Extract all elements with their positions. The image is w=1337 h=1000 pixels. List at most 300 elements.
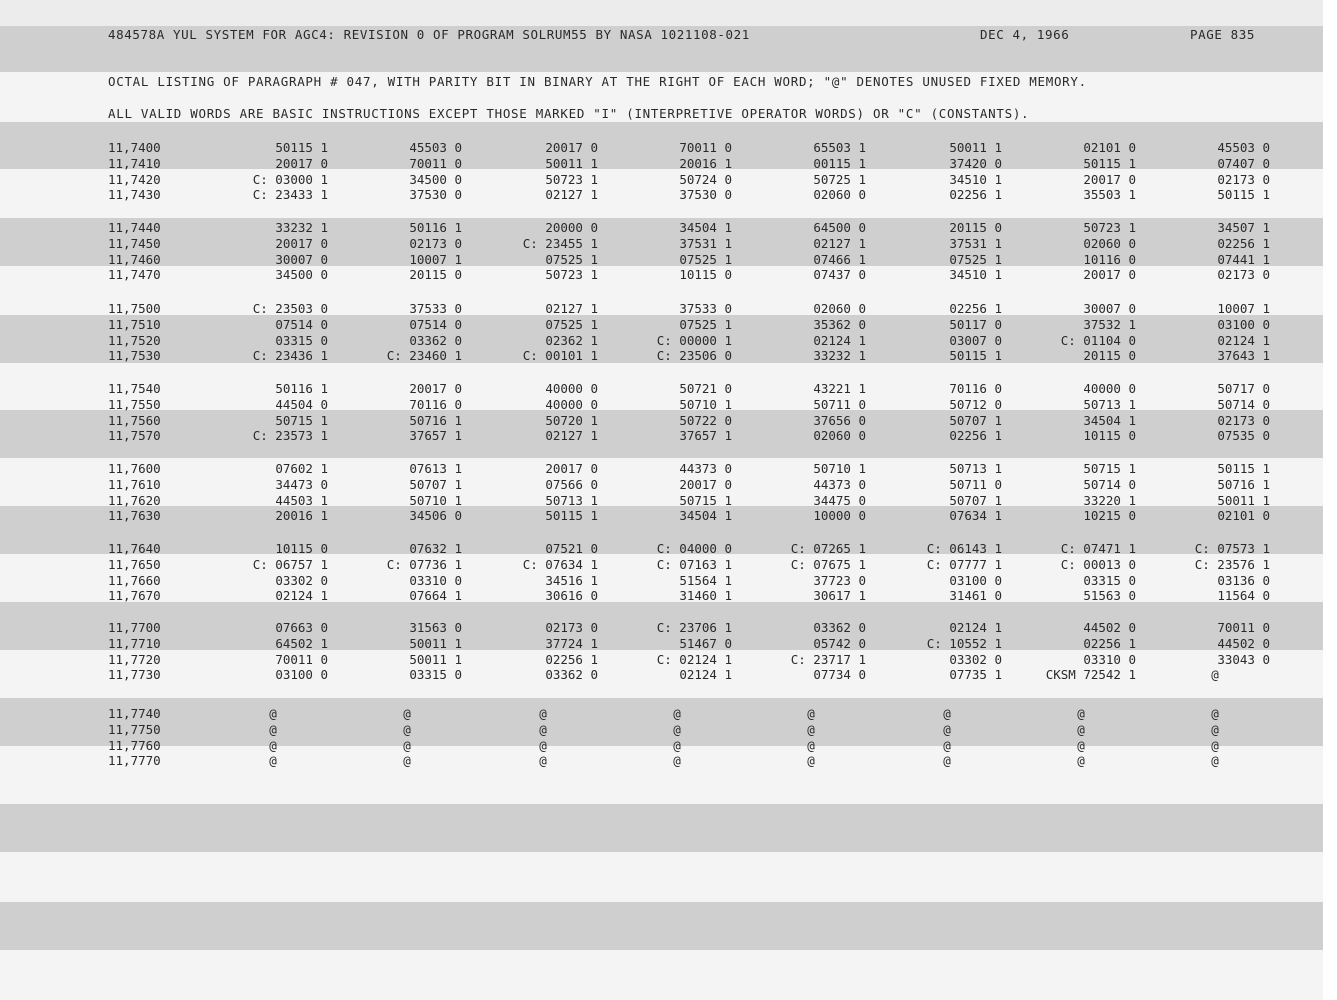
octal-word: 50711 0 bbox=[813, 396, 866, 412]
octal-word: 50724 0 bbox=[679, 171, 732, 187]
octal-word: 50713 1 bbox=[1083, 396, 1136, 412]
octal-word: 37420 0 bbox=[949, 155, 1002, 171]
octal-word: 10000 0 bbox=[813, 508, 866, 524]
octal-word: 03302 0 bbox=[949, 651, 1002, 667]
octal-word: 03362 0 bbox=[545, 667, 598, 683]
octal-word: 05742 0 bbox=[813, 635, 866, 651]
listing-row bbox=[0, 722, 1300, 738]
unused-word-marker: @ bbox=[943, 737, 951, 753]
octal-word: 44373 0 bbox=[813, 476, 866, 492]
memory-address: 11,7410 bbox=[108, 155, 161, 171]
octal-word: 07634 1 bbox=[949, 508, 1002, 524]
listing-row bbox=[0, 557, 1300, 573]
octal-word: 03310 0 bbox=[409, 572, 462, 588]
octal-word: 02173 0 bbox=[545, 620, 598, 635]
octal-word: 07566 0 bbox=[545, 476, 598, 492]
octal-word: 07441 1 bbox=[1217, 251, 1270, 267]
paper-band bbox=[0, 804, 1337, 852]
octal-word: 34510 1 bbox=[949, 267, 1002, 283]
octal-word: C: 23573 1 bbox=[252, 428, 328, 444]
octal-word: 37656 0 bbox=[813, 412, 866, 428]
octal-word: 03100 0 bbox=[1217, 316, 1270, 332]
octal-word: 33220 1 bbox=[1083, 492, 1136, 508]
listing-header-date: DEC 4, 1966 bbox=[980, 27, 1070, 42]
octal-word: 70011 0 bbox=[409, 155, 462, 171]
octal-word: C: 07777 1 bbox=[926, 556, 1002, 572]
listing-row bbox=[0, 620, 1300, 636]
listing-row bbox=[0, 172, 1300, 188]
listing-row bbox=[0, 317, 1300, 333]
memory-address: 11,7400 bbox=[108, 140, 161, 155]
unused-word-marker: @ bbox=[539, 753, 547, 769]
octal-word: 03136 0 bbox=[1217, 572, 1270, 588]
octal-word: 50707 1 bbox=[409, 476, 462, 492]
octal-word: 11564 0 bbox=[1217, 588, 1270, 604]
octal-word: 20115 0 bbox=[949, 220, 1002, 235]
octal-word: 07466 1 bbox=[813, 251, 866, 267]
octal-word: 37530 0 bbox=[409, 187, 462, 203]
octal-word: C: 07163 1 bbox=[656, 556, 732, 572]
unused-word-marker: @ bbox=[673, 753, 681, 769]
octal-word: 20115 0 bbox=[409, 267, 462, 283]
octal-word: 37531 1 bbox=[949, 235, 1002, 251]
octal-word: 43221 1 bbox=[813, 381, 866, 396]
octal-word: 70116 0 bbox=[409, 396, 462, 412]
listing-row bbox=[0, 156, 1300, 172]
octal-word: C: 07265 1 bbox=[790, 541, 866, 556]
listing-row bbox=[0, 753, 1300, 769]
octal-word: 02124 1 bbox=[679, 667, 732, 683]
octal-word: C: 06143 1 bbox=[926, 541, 1002, 556]
octal-word: 50710 1 bbox=[813, 461, 866, 476]
octal-word: 34506 0 bbox=[409, 508, 462, 524]
listing-row bbox=[0, 236, 1300, 252]
memory-address: 11,7630 bbox=[108, 508, 161, 524]
listing-row bbox=[0, 267, 1300, 283]
octal-word: 44503 1 bbox=[275, 492, 328, 508]
octal-word: 50115 1 bbox=[545, 508, 598, 524]
octal-word: 03315 0 bbox=[409, 667, 462, 683]
memory-address: 11,7600 bbox=[108, 461, 161, 476]
listing-row bbox=[0, 588, 1300, 604]
octal-word: 03100 0 bbox=[275, 667, 328, 683]
octal-word: C: 10552 1 bbox=[926, 635, 1002, 651]
unused-word-marker: @ bbox=[1211, 667, 1219, 683]
octal-word: C: 23706 1 bbox=[656, 620, 732, 635]
octal-word: 50716 1 bbox=[409, 412, 462, 428]
octal-word: C: 00013 0 bbox=[1060, 556, 1136, 572]
unused-word-marker: @ bbox=[943, 721, 951, 737]
octal-word: 20017 0 bbox=[545, 140, 598, 155]
octal-word: 20017 0 bbox=[1083, 267, 1136, 283]
unused-word-marker: @ bbox=[269, 753, 277, 769]
unused-word-marker: @ bbox=[943, 706, 951, 721]
octal-word: 51563 0 bbox=[1083, 588, 1136, 604]
listing-row bbox=[0, 220, 1300, 236]
octal-word: 07602 1 bbox=[275, 461, 328, 476]
listing-row bbox=[0, 140, 1300, 156]
unused-word-marker: @ bbox=[269, 706, 277, 721]
octal-word: 02173 0 bbox=[409, 235, 462, 251]
octal-word: 07613 1 bbox=[409, 461, 462, 476]
memory-address: 11,7460 bbox=[108, 251, 161, 267]
memory-address: 11,7540 bbox=[108, 381, 161, 396]
listing-row bbox=[0, 706, 1300, 722]
octal-word: 50713 1 bbox=[949, 461, 1002, 476]
octal-word: 02060 0 bbox=[813, 187, 866, 203]
octal-word: 07525 1 bbox=[545, 251, 598, 267]
octal-word: 50716 1 bbox=[1217, 476, 1270, 492]
octal-word: 70116 0 bbox=[949, 381, 1002, 396]
octal-word: 50011 1 bbox=[409, 635, 462, 651]
octal-word: 50723 1 bbox=[545, 267, 598, 283]
octal-word: 51467 0 bbox=[679, 635, 732, 651]
octal-word: 44502 0 bbox=[1217, 635, 1270, 651]
octal-word: 03315 0 bbox=[1083, 572, 1136, 588]
octal-word: 45503 0 bbox=[1217, 140, 1270, 155]
octal-word: 02256 1 bbox=[545, 651, 598, 667]
octal-word: 20017 0 bbox=[1083, 171, 1136, 187]
memory-address: 11,7750 bbox=[108, 721, 161, 737]
octal-word: 44502 0 bbox=[1083, 620, 1136, 635]
memory-address: 11,7440 bbox=[108, 220, 161, 235]
octal-word: 35503 1 bbox=[1083, 187, 1136, 203]
octal-word: 03362 0 bbox=[813, 620, 866, 635]
memory-address: 11,7550 bbox=[108, 396, 161, 412]
octal-word: 20017 0 bbox=[679, 476, 732, 492]
octal-word: 50011 1 bbox=[949, 140, 1002, 155]
octal-word: 02124 1 bbox=[1217, 332, 1270, 348]
octal-word: 37530 0 bbox=[679, 187, 732, 203]
octal-word: 07632 1 bbox=[409, 541, 462, 556]
unused-word-marker: @ bbox=[539, 706, 547, 721]
octal-word: 31461 0 bbox=[949, 588, 1002, 604]
octal-word: 50707 1 bbox=[949, 412, 1002, 428]
octal-word: 37531 1 bbox=[679, 235, 732, 251]
listing-row bbox=[0, 397, 1300, 413]
octal-word: 10115 0 bbox=[275, 541, 328, 556]
listing-row bbox=[0, 508, 1300, 524]
octal-word: 50115 1 bbox=[1083, 155, 1136, 171]
octal-word: 34504 1 bbox=[679, 220, 732, 235]
octal-word: 02127 1 bbox=[813, 235, 866, 251]
octal-word: C: 00000 1 bbox=[656, 332, 732, 348]
unused-word-marker: @ bbox=[539, 721, 547, 737]
octal-word: 20016 1 bbox=[679, 155, 732, 171]
octal-word: 37532 1 bbox=[1083, 316, 1136, 332]
octal-word: 10115 0 bbox=[679, 267, 732, 283]
unused-word-marker: @ bbox=[807, 753, 815, 769]
octal-word: 34504 1 bbox=[1083, 412, 1136, 428]
listing-row bbox=[0, 252, 1300, 268]
octal-word: 65503 1 bbox=[813, 140, 866, 155]
octal-word: 31460 1 bbox=[679, 588, 732, 604]
listing-row bbox=[0, 428, 1300, 444]
octal-word: 10116 0 bbox=[1083, 251, 1136, 267]
octal-word: 50011 1 bbox=[545, 155, 598, 171]
octal-word: C: 07634 1 bbox=[522, 556, 598, 572]
octal-word: 45503 0 bbox=[409, 140, 462, 155]
octal-word: 33232 1 bbox=[275, 220, 328, 235]
octal-word: 31563 0 bbox=[409, 620, 462, 635]
octal-word: 10007 1 bbox=[409, 251, 462, 267]
octal-word: 30007 0 bbox=[275, 251, 328, 267]
memory-address: 11,7660 bbox=[108, 572, 161, 588]
octal-word: 07535 0 bbox=[1217, 428, 1270, 444]
unused-word-marker: @ bbox=[1211, 706, 1219, 721]
octal-word: 30007 0 bbox=[1083, 301, 1136, 316]
octal-word: 50717 0 bbox=[1217, 381, 1270, 396]
octal-word: 44373 0 bbox=[679, 461, 732, 476]
unused-word-marker: @ bbox=[1211, 737, 1219, 753]
octal-word: 37533 0 bbox=[679, 301, 732, 316]
octal-word: 07437 0 bbox=[813, 267, 866, 283]
unused-word-marker: @ bbox=[403, 706, 411, 721]
octal-word: 50714 0 bbox=[1083, 476, 1136, 492]
octal-word: 03310 0 bbox=[1083, 651, 1136, 667]
octal-word: 33232 1 bbox=[813, 348, 866, 364]
listing-row bbox=[0, 348, 1300, 364]
octal-word: 10007 1 bbox=[1217, 301, 1270, 316]
octal-word: 50722 0 bbox=[679, 412, 732, 428]
octal-word: 02173 0 bbox=[1217, 171, 1270, 187]
octal-word: 50117 0 bbox=[949, 316, 1002, 332]
listing-row bbox=[0, 333, 1300, 349]
listing-row bbox=[0, 381, 1300, 397]
octal-word: 03302 0 bbox=[275, 572, 328, 588]
octal-word: 20115 0 bbox=[1083, 348, 1136, 364]
octal-word: 40000 0 bbox=[1083, 381, 1136, 396]
octal-word: 02127 1 bbox=[545, 301, 598, 316]
octal-word: C: 23436 1 bbox=[252, 348, 328, 364]
octal-word: 70011 0 bbox=[275, 651, 328, 667]
unused-word-marker: @ bbox=[269, 721, 277, 737]
listing-row bbox=[0, 652, 1300, 668]
octal-word: 50713 1 bbox=[545, 492, 598, 508]
octal-word: 02362 1 bbox=[545, 332, 598, 348]
octal-word: 02173 0 bbox=[1217, 267, 1270, 283]
octal-word: 03315 0 bbox=[275, 332, 328, 348]
octal-word: 37724 1 bbox=[545, 635, 598, 651]
octal-word: 34516 1 bbox=[545, 572, 598, 588]
octal-word: 34500 0 bbox=[275, 267, 328, 283]
octal-word: 50011 1 bbox=[1217, 492, 1270, 508]
octal-word: 34473 0 bbox=[275, 476, 328, 492]
octal-word: 50115 1 bbox=[1217, 461, 1270, 476]
memory-address: 11,7650 bbox=[108, 556, 161, 572]
octal-word: 10115 0 bbox=[1083, 428, 1136, 444]
listing-row bbox=[0, 477, 1300, 493]
octal-word: C: 23576 1 bbox=[1194, 556, 1270, 572]
octal-word: C: 23433 1 bbox=[252, 187, 328, 203]
octal-word: 00115 1 bbox=[813, 155, 866, 171]
octal-word: 20017 0 bbox=[275, 155, 328, 171]
unused-word-marker: @ bbox=[673, 706, 681, 721]
octal-word: 50721 0 bbox=[679, 381, 732, 396]
octal-word: 02256 1 bbox=[1217, 235, 1270, 251]
octal-word: C: 07471 1 bbox=[1060, 541, 1136, 556]
octal-word: C: 23717 1 bbox=[790, 651, 866, 667]
unused-word-marker: @ bbox=[1077, 753, 1085, 769]
octal-word: 10215 0 bbox=[1083, 508, 1136, 524]
unused-word-marker: @ bbox=[807, 721, 815, 737]
octal-word: C: 02124 1 bbox=[656, 651, 732, 667]
octal-word: C: 03000 1 bbox=[252, 171, 328, 187]
memory-address: 11,7450 bbox=[108, 235, 161, 251]
octal-word: C: 23506 0 bbox=[656, 348, 732, 364]
octal-word: 07664 1 bbox=[409, 588, 462, 604]
octal-word: 37533 0 bbox=[409, 301, 462, 316]
listing-row bbox=[0, 461, 1300, 477]
octal-word: 02256 1 bbox=[949, 301, 1002, 316]
memory-address: 11,7720 bbox=[108, 651, 161, 667]
unused-word-marker: @ bbox=[807, 706, 815, 721]
octal-word: 50710 1 bbox=[409, 492, 462, 508]
octal-word: 50720 1 bbox=[545, 412, 598, 428]
memory-address: 11,7530 bbox=[108, 348, 161, 364]
octal-word: 07514 0 bbox=[409, 316, 462, 332]
memory-address: 11,7420 bbox=[108, 171, 161, 187]
octal-word: 02124 1 bbox=[949, 620, 1002, 635]
octal-word: 03100 0 bbox=[949, 572, 1002, 588]
listing-row bbox=[0, 573, 1300, 589]
memory-address: 11,7500 bbox=[108, 301, 161, 316]
octal-word: 07521 0 bbox=[545, 541, 598, 556]
listing-row bbox=[0, 541, 1300, 557]
memory-address: 11,7670 bbox=[108, 588, 161, 604]
unused-word-marker: @ bbox=[673, 721, 681, 737]
octal-word: 35362 0 bbox=[813, 316, 866, 332]
octal-word: C: 07736 1 bbox=[386, 556, 462, 572]
unused-word-marker: @ bbox=[403, 737, 411, 753]
listing-row bbox=[0, 187, 1300, 203]
octal-word: 02173 0 bbox=[1217, 412, 1270, 428]
octal-word: 34510 1 bbox=[949, 171, 1002, 187]
octal-word: 07525 1 bbox=[545, 316, 598, 332]
octal-word: 07734 0 bbox=[813, 667, 866, 683]
octal-word: 02060 0 bbox=[1083, 235, 1136, 251]
memory-address: 11,7730 bbox=[108, 667, 161, 683]
octal-word: 37657 1 bbox=[679, 428, 732, 444]
unused-word-marker: @ bbox=[1077, 721, 1085, 737]
octal-word: 02124 1 bbox=[813, 332, 866, 348]
octal-word: 50723 1 bbox=[545, 171, 598, 187]
memory-address: 11,7760 bbox=[108, 737, 161, 753]
unused-word-marker: @ bbox=[403, 753, 411, 769]
octal-word: 07407 0 bbox=[1217, 155, 1270, 171]
octal-word: 20017 0 bbox=[275, 235, 328, 251]
octal-word: 02124 1 bbox=[275, 588, 328, 604]
octal-word: 33043 0 bbox=[1217, 651, 1270, 667]
octal-word: 30617 1 bbox=[813, 588, 866, 604]
octal-word: 50715 1 bbox=[275, 412, 328, 428]
unused-word-marker: @ bbox=[807, 737, 815, 753]
octal-word: 07514 0 bbox=[275, 316, 328, 332]
memory-address: 11,7510 bbox=[108, 316, 161, 332]
octal-word: C: 23455 1 bbox=[522, 235, 598, 251]
unused-word-marker: @ bbox=[673, 737, 681, 753]
octal-word: 40000 0 bbox=[545, 396, 598, 412]
octal-word: 70011 0 bbox=[1217, 620, 1270, 635]
octal-word: 40000 0 bbox=[545, 381, 598, 396]
octal-word: 50707 1 bbox=[949, 492, 1002, 508]
octal-word: 37643 1 bbox=[1217, 348, 1270, 364]
octal-word: C: 04000 0 bbox=[656, 541, 732, 556]
memory-address: 11,7520 bbox=[108, 332, 161, 348]
listing-description-line-1: OCTAL LISTING OF PARAGRAPH # 047, WITH PARITY BIT IN BINARY AT THE RIGHT OF EACH WORD; "@" DENOTES UNUSED FIXED MEMORY. bbox=[108, 74, 1087, 89]
octal-word: C: 23460 1 bbox=[386, 348, 462, 364]
paper-right-edge bbox=[1323, 0, 1337, 1000]
unused-word-marker: @ bbox=[539, 737, 547, 753]
octal-word: 02256 1 bbox=[949, 428, 1002, 444]
unused-word-marker: @ bbox=[943, 753, 951, 769]
octal-word: 20017 0 bbox=[409, 381, 462, 396]
octal-word: 50115 1 bbox=[275, 140, 328, 155]
octal-word: 02060 0 bbox=[813, 428, 866, 444]
octal-word: 34507 1 bbox=[1217, 220, 1270, 235]
octal-word: 03362 0 bbox=[409, 332, 462, 348]
memory-address: 11,7570 bbox=[108, 428, 161, 444]
octal-word: C: 07675 1 bbox=[790, 556, 866, 572]
memory-address: 11,7430 bbox=[108, 187, 161, 203]
octal-word: 50711 0 bbox=[949, 476, 1002, 492]
octal-word: 02101 0 bbox=[1083, 140, 1136, 155]
listing-row bbox=[0, 738, 1300, 754]
octal-word: C: 07573 1 bbox=[1194, 541, 1270, 556]
octal-word: 03007 0 bbox=[949, 332, 1002, 348]
unused-word-marker: @ bbox=[1077, 706, 1085, 721]
memory-address: 11,7560 bbox=[108, 412, 161, 428]
octal-word: 50115 1 bbox=[1217, 187, 1270, 203]
octal-word: 64502 1 bbox=[275, 635, 328, 651]
memory-address: 11,7610 bbox=[108, 476, 161, 492]
octal-word: 70011 0 bbox=[679, 140, 732, 155]
octal-word: 37657 1 bbox=[409, 428, 462, 444]
octal-word: 50011 1 bbox=[409, 651, 462, 667]
octal-word: 20017 0 bbox=[545, 461, 598, 476]
memory-address: 11,7710 bbox=[108, 635, 161, 651]
octal-word: 50715 1 bbox=[1083, 461, 1136, 476]
octal-word: 50712 0 bbox=[949, 396, 1002, 412]
memory-address: 11,7620 bbox=[108, 492, 161, 508]
listing-description-line-2: ALL VALID WORDS ARE BASIC INSTRUCTIONS EXCEPT THOSE MARKED "I" (INTERPRETIVE OPERATOR WORDS) OR "C" (CONSTANTS). bbox=[108, 106, 1030, 121]
octal-word: 50115 1 bbox=[949, 348, 1002, 364]
octal-word: 34475 0 bbox=[813, 492, 866, 508]
paper-top-edge bbox=[0, 0, 1337, 26]
octal-word: 50725 1 bbox=[813, 171, 866, 187]
octal-word: 07525 1 bbox=[679, 251, 732, 267]
octal-word: 07525 1 bbox=[949, 251, 1002, 267]
octal-word: 02256 1 bbox=[949, 187, 1002, 203]
octal-word: 51564 1 bbox=[679, 572, 732, 588]
listing-header-page: PAGE 835 bbox=[1190, 27, 1256, 42]
unused-word-marker: @ bbox=[1077, 737, 1085, 753]
octal-word: C: 00101 1 bbox=[522, 348, 598, 364]
octal-word: C: 01104 0 bbox=[1060, 332, 1136, 348]
octal-word: 34500 0 bbox=[409, 171, 462, 187]
octal-word: 50723 1 bbox=[1083, 220, 1136, 235]
unused-word-marker: @ bbox=[1211, 721, 1219, 737]
octal-word: 02127 1 bbox=[545, 428, 598, 444]
octal-word: 37723 0 bbox=[813, 572, 866, 588]
octal-word: 50710 1 bbox=[679, 396, 732, 412]
octal-word: 07735 1 bbox=[949, 667, 1002, 683]
listing-row bbox=[0, 636, 1300, 652]
octal-word: 07525 1 bbox=[679, 316, 732, 332]
octal-word: 20016 1 bbox=[275, 508, 328, 524]
unused-word-marker: @ bbox=[1211, 753, 1219, 769]
paper-band bbox=[0, 902, 1337, 950]
